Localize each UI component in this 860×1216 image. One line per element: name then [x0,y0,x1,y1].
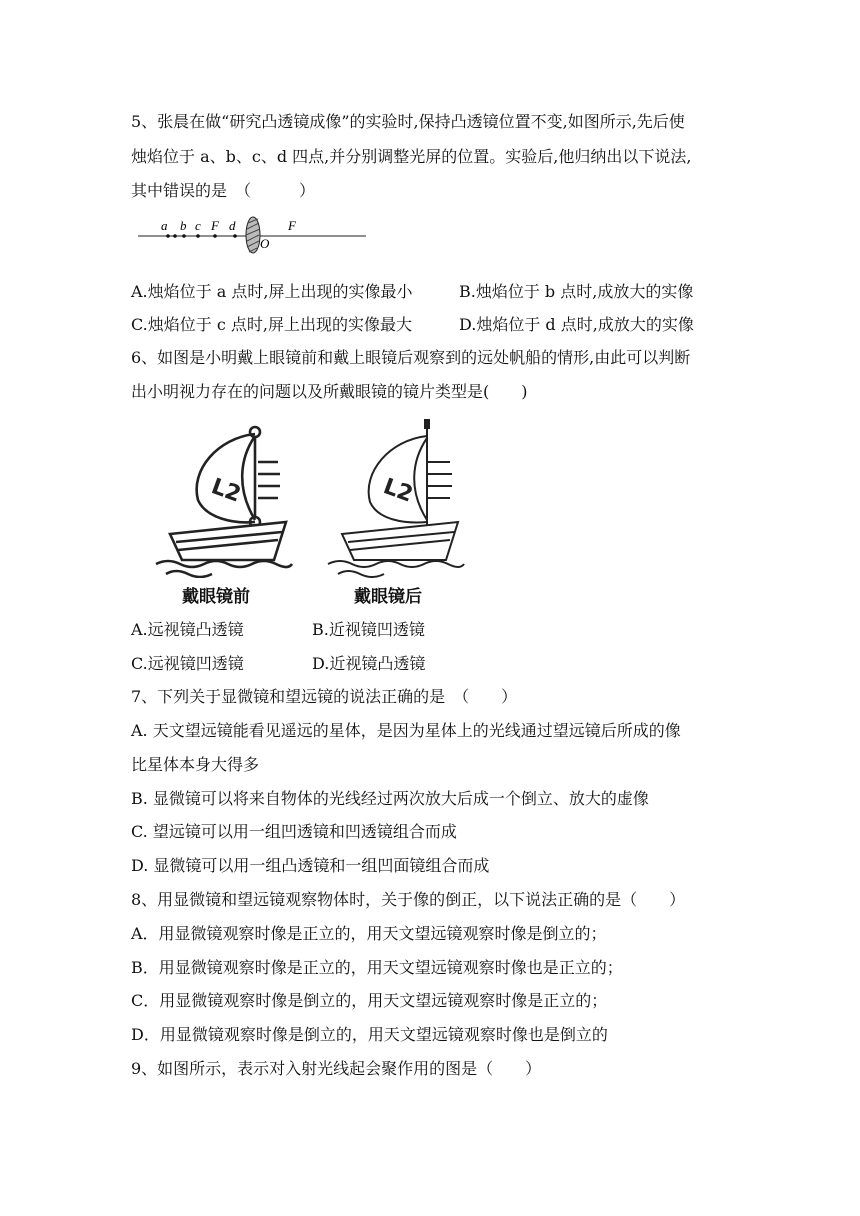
q5-option-b: B.烛焰位于 b 点时,成放大的实像 [459,282,694,301]
q5-stem-line-1: 5、张晨在做“研究凸透镜成像”的实验时,保持凸透镜位置不变,如图所示,先后使 [131,112,685,131]
q6-stem-line-2: 出小明视力存在的问题以及所戴眼镜的镜片类型是( ) [131,382,528,401]
q6-stem-line-1: 6、如图是小明戴上眼镜前和戴上眼镜后观察到的远处帆船的情形,由此可以判断 [131,348,691,367]
q8-option-d: D．用显微镜观察时像是倒立的，用天文望远镜观察时像也是倒立的 [131,1025,608,1044]
caption-before-glasses: 戴眼镜前 [182,587,250,607]
boat-before-glasses-figure [148,418,294,578]
q5-stem-line-2: 烛焰位于 a、b、c、d 四点,并分别调整光屏的位置。实验后,他归纳出以下说法, [131,147,692,166]
caption-after-glasses: 戴眼镜后 [354,587,422,607]
q6-option-a: A.远视镜凸透镜 [131,620,244,639]
point-d-label: d [229,218,236,233]
point-a-label: a [161,218,168,233]
q5-option-c: C.烛焰位于 c 点时,屏上出现的实像最大 [131,315,412,334]
q7-option-a-line-2: 比星体本身大得多 [131,755,260,774]
q5-option-a: A.烛焰位于 a 点时,屏上出现的实像最小 [131,282,413,301]
boat-after-glasses-figure [320,418,466,578]
q6-option-c: C.远视镜凹透镜 [131,654,244,673]
q8-option-a: A．用显微镜观察时像是正立的，用天文望远镜观察时像是倒立的； [131,924,607,943]
q5-stem-line-3: 其中错误的是 （ ） [131,181,316,200]
q7-option-b: B. 显微镜可以将来自物体的光线经过两次放大后成一个倒立、放大的虚像 [131,789,649,808]
q7-option-d: D. 显微镜可以用一组凸透镜和一组凹面镜组合而成 [131,856,490,875]
point-c-label: c [195,218,201,233]
point-b-label: b [180,218,187,233]
focus-right-label: F [288,218,296,233]
focus-left-label: F [211,218,219,233]
q7-stem: 7、下列关于显微镜和望远镜的说法正确的是 （ ） [131,687,518,706]
q8-stem: 8、用显微镜和望远镜观察物体时，关于像的倒正，以下说法正确的是（ ） [131,890,686,909]
q7-option-c: C. 望远镜可以用一组凹透镜和凹透镜组合而成 [131,822,457,841]
q5-option-d: D.烛焰位于 d 点时,成放大的实像 [459,315,694,334]
q7-option-a-line-1: A. 天文望远镜能看见遥远的星体，是因为星体上的光线通过望远镜后所成的像 [131,721,681,740]
q6-option-d: D.近视镜凸透镜 [312,654,426,673]
sail-label-after: L2 [379,474,417,508]
q6-option-b: B.近视镜凹透镜 [312,620,425,639]
optical-center-label: O [260,236,270,251]
lens-axis-diagram [138,213,370,255]
q9-stem: 9、如图所示，表示对入射光线起会聚作用的图是（ ） [131,1059,542,1078]
sail-label-before: L2 [207,474,245,508]
q8-option-c: C．用显微镜观察时像是倒立的，用天文望远镜观察时像是正立的； [131,991,608,1010]
q8-option-b: B．用显微镜观察时像是正立的，用天文望远镜观察时像也是正立的； [131,958,623,977]
